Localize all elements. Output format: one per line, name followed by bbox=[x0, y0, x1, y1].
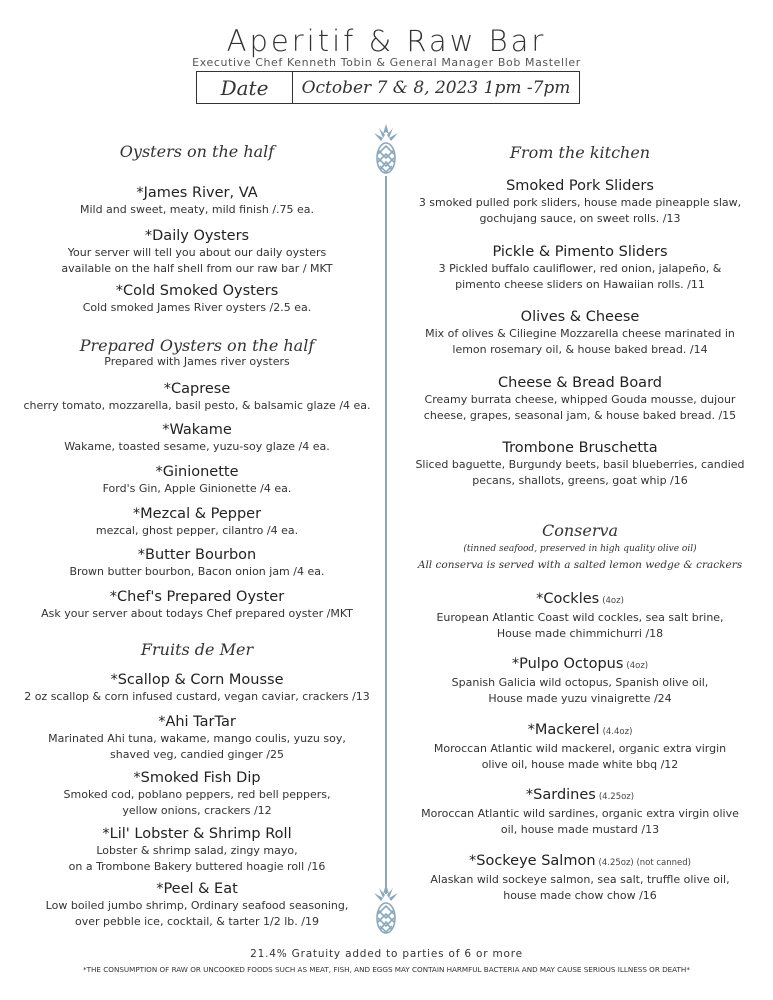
item-desc: Mix of olives & Ciliegine Mozzarella cheese marinated in bbox=[425, 327, 735, 340]
item-desc: house made chow chow /16 bbox=[503, 889, 657, 902]
menu-item bbox=[400, 721, 760, 773]
section-title-oysters-half: Oysters on the half bbox=[119, 142, 275, 161]
item-desc: Creamy burrata cheese, whipped Gouda mousse, dujour bbox=[424, 393, 736, 406]
item-desc: Brown butter bourbon, Bacon onion jam /4 ea. bbox=[69, 565, 325, 578]
item-desc: oil, house made mustard /13 bbox=[500, 823, 660, 836]
item-name bbox=[400, 655, 760, 675]
item-name bbox=[400, 852, 760, 872]
item-desc: Moroccan Atlantic wild mackerel, organic extra virgin bbox=[433, 742, 727, 755]
item-desc: pimento cheese sliders on Hawaiian rolls. /11 bbox=[455, 278, 705, 291]
menu-item bbox=[400, 308, 760, 358]
item-name: *Peel & Eat bbox=[156, 881, 238, 897]
item-title: *Cockles bbox=[536, 591, 600, 607]
pineapple-icon bbox=[372, 124, 400, 178]
menu-item bbox=[400, 655, 760, 707]
menu-item bbox=[400, 243, 760, 293]
item-name: *Ginionette bbox=[155, 464, 239, 480]
item-desc: gochujang sauce, on sweet rolls. /13 bbox=[479, 212, 681, 225]
item-name bbox=[400, 786, 760, 806]
item-name: *Chef's Prepared Oyster bbox=[109, 589, 285, 605]
section-title-conserva: Conserva bbox=[541, 521, 619, 540]
item-desc: yellow onions, crackers /12 bbox=[122, 804, 272, 817]
pineapple-icon bbox=[372, 884, 400, 938]
item-desc: over pebble ice, cocktail, & tarter 1/2 lb. /19 bbox=[75, 915, 319, 928]
menu-item bbox=[18, 769, 376, 819]
date-value: October 7 & 8, 2023 1pm -7pm bbox=[301, 77, 571, 98]
item-size: (4.4oz) bbox=[602, 727, 633, 737]
menu-item bbox=[400, 177, 760, 227]
item-desc: Alaskan wild sockeye salmon, sea salt, truffle olive oil, bbox=[430, 873, 730, 886]
item-desc: Lobster & shrimp salad, zingy mayo, bbox=[96, 844, 298, 857]
item-name: Trombone Bruschetta bbox=[502, 440, 658, 456]
item-name: *Butter Bourbon bbox=[137, 547, 257, 563]
item-size: (4oz) bbox=[626, 661, 649, 671]
item-name: *Mezcal & Pepper bbox=[132, 506, 262, 522]
item-name: *Caprese bbox=[163, 381, 231, 397]
item-name: Pickle & Pimento Sliders bbox=[492, 244, 668, 260]
conserva-note: (tinned seafood, preserved in high quality olive oil) bbox=[463, 544, 697, 554]
health-warning: *THE CONSUMPTION OF RAW OR UNCOOKED FOODS SUCH AS MEAT, FISH, AND EGGS MAY CONTAIN HARMFUL BACTERIA AND MAY CAUSE SERIOUS ILLNESS OR DEATH* bbox=[83, 965, 690, 974]
item-name: *Smoked Fish Dip bbox=[133, 770, 261, 786]
menu-item bbox=[400, 439, 760, 489]
item-name: *Ahi TarTar bbox=[158, 714, 236, 730]
item-size: (4oz) bbox=[602, 596, 624, 606]
item-desc: 3 Pickled buffalo cauliflower, red onion, jalapeño, & bbox=[438, 262, 722, 275]
menu-item bbox=[400, 374, 760, 424]
item-name: Cheese & Bread Board bbox=[498, 375, 662, 391]
page-title: Aperitif & Raw Bar bbox=[226, 24, 547, 58]
section-title-fruits-de-mer: Fruits de Mer bbox=[140, 640, 254, 659]
item-desc: Ask your server about todays Chef prepared oyster /MKT bbox=[41, 607, 353, 620]
item-desc: lemon rosemary oil, & house baked bread. /14 bbox=[452, 343, 708, 356]
item-name: *Lil' Lobster & Shrimp Roll bbox=[102, 826, 292, 842]
item-name bbox=[400, 721, 760, 741]
item-name: *James River, VA bbox=[136, 185, 258, 201]
menu-item bbox=[18, 505, 376, 539]
item-name bbox=[400, 590, 760, 610]
item-desc: Moroccan Atlantic wild sardines, organic extra virgin olive bbox=[421, 807, 739, 820]
date-label: Date bbox=[197, 72, 293, 103]
menu-item bbox=[18, 463, 376, 497]
item-desc: 2 oz scallop & corn infused custard, vegan caviar, crackers /13 bbox=[24, 690, 370, 703]
menu-item bbox=[18, 588, 376, 622]
column-divider bbox=[385, 176, 387, 894]
section-title-prepared-oysters: Prepared Oysters on the half bbox=[79, 336, 315, 355]
item-size: (4.25oz) (not canned) bbox=[598, 858, 691, 868]
section-note: Prepared with James river oysters bbox=[104, 355, 290, 368]
menu-item bbox=[400, 852, 760, 904]
item-desc: mezcal, ghost pepper, cilantro /4 ea. bbox=[95, 524, 299, 537]
item-desc: Smoked cod, poblano peppers, red bell peppers, bbox=[63, 788, 331, 801]
conserva-note: All conserva is served with a salted lemon wedge & crackers bbox=[417, 559, 743, 571]
item-name: Smoked Pork Sliders bbox=[506, 178, 654, 194]
item-title: *Sockeye Salmon bbox=[469, 853, 596, 869]
page-subtitle: Executive Chef Kenneth Tobin & General Manager Bob Masteller bbox=[192, 56, 581, 69]
item-desc: available on the half shell from our raw bar / MKT bbox=[61, 262, 333, 275]
item-desc: cherry tomato, mozzarella, basil pesto, & balsamic glaze /4 ea. bbox=[23, 399, 371, 412]
menu-item bbox=[18, 671, 376, 705]
item-title: *Pulpo Octopus bbox=[511, 656, 624, 672]
item-desc: Your server will tell you about our daily oysters bbox=[67, 246, 327, 259]
menu-item bbox=[18, 227, 376, 277]
item-name: *Daily Oysters bbox=[144, 228, 250, 244]
item-desc: Wakame, toasted sesame, yuzu-soy glaze /4 ea. bbox=[64, 440, 330, 453]
menu-item bbox=[400, 590, 760, 642]
item-desc: Mild and sweet, meaty, mild finish /.75 ea. bbox=[79, 203, 315, 216]
menu-item bbox=[18, 282, 376, 316]
item-desc: on a Trombone Bakery buttered hoagie roll /16 bbox=[68, 860, 326, 873]
item-title: *Mackerel bbox=[527, 722, 600, 738]
menu-item bbox=[400, 786, 760, 838]
item-name: Olives & Cheese bbox=[520, 309, 640, 325]
item-desc: olive oil, house made white bbq /12 bbox=[481, 758, 679, 771]
menu-item bbox=[18, 880, 376, 930]
item-desc: House made yuzu vinaigrette /24 bbox=[488, 692, 672, 705]
item-desc: Ford's Gin, Apple Ginionette /4 ea. bbox=[102, 482, 292, 495]
item-size: (4.25oz) bbox=[598, 792, 635, 802]
item-desc: European Atlantic Coast wild cockles, sea salt brine, bbox=[436, 611, 724, 624]
item-desc: Low boiled jumbo shrimp, Ordinary seafood seasoning, bbox=[45, 899, 349, 912]
item-desc: shaved veg, candied ginger /25 bbox=[110, 748, 284, 761]
menu-item bbox=[18, 546, 376, 580]
section-title-kitchen: From the kitchen bbox=[509, 143, 651, 162]
item-title: *Sardines bbox=[525, 787, 596, 803]
menu-item bbox=[18, 184, 376, 218]
item-desc: Sliced baguette, Burgundy beets, basil blueberries, candied bbox=[415, 458, 745, 471]
menu-item bbox=[18, 713, 376, 763]
item-desc: 3 smoked pulled pork sliders, house made pineapple slaw, bbox=[418, 196, 742, 209]
item-name: *Cold Smoked Oysters bbox=[115, 283, 279, 299]
item-desc: pecans, shallots, greens, goat whip /16 bbox=[472, 474, 688, 487]
item-desc: cheese, grapes, seasonal jam, & house baked bread. /15 bbox=[423, 409, 737, 422]
gratuity-note: 21.4% Gratuity added to parties of 6 or more bbox=[250, 948, 523, 960]
item-desc: Cold smoked James River oysters /2.5 ea. bbox=[82, 301, 312, 314]
date-box bbox=[196, 71, 580, 104]
item-desc: Marinated Ahi tuna, wakame, mango coulis, yuzu soy, bbox=[48, 732, 346, 745]
item-desc: House made chimmichurri /18 bbox=[496, 627, 664, 640]
menu-item bbox=[18, 380, 376, 414]
item-desc: Spanish Galicia wild octopus, Spanish olive oil, bbox=[451, 676, 709, 689]
menu-item bbox=[18, 825, 376, 875]
menu-item bbox=[18, 421, 376, 455]
item-name: *Wakame bbox=[162, 422, 232, 438]
item-name: *Scallop & Corn Mousse bbox=[110, 672, 284, 688]
